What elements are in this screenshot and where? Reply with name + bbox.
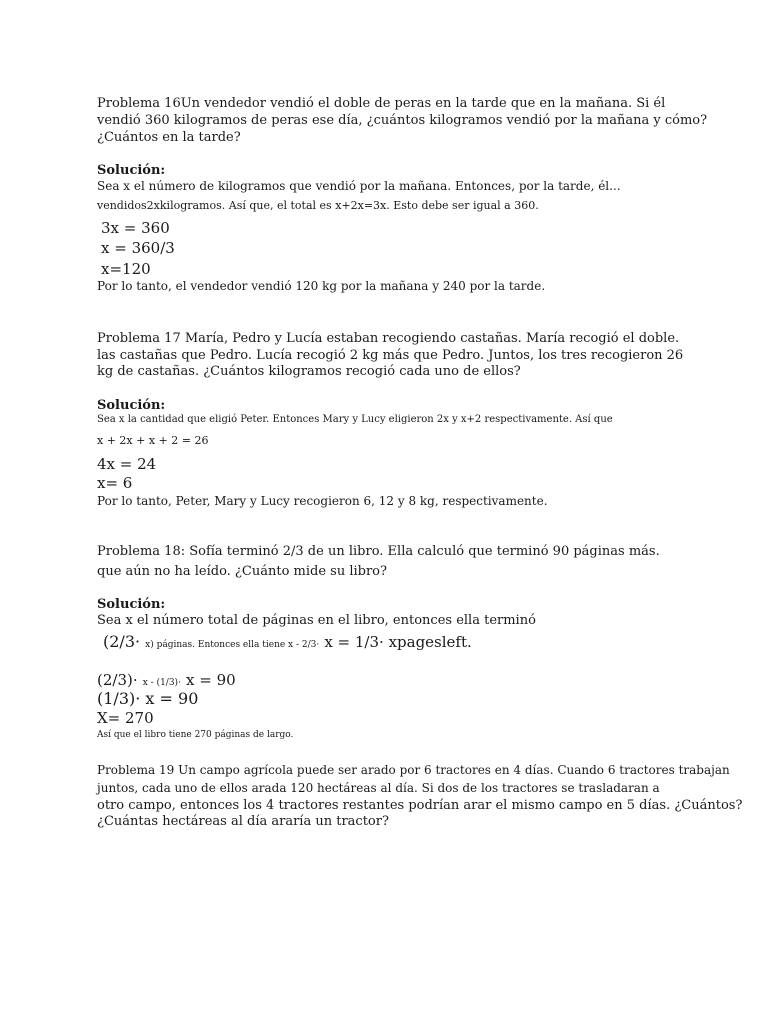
eq2-part-b: x - (1/3)· [142,678,181,688]
problem-17-equation-2: x= 6 [97,474,133,492]
problem-18-solution-line-1: Sea x el número total de páginas en el libro, entonces ella terminó [97,613,536,628]
problem-17-line-2: las castañas que Pedro. Lucía recogió 2 kg más que Pedro. Juntos, los tres recogieron 26 [97,348,684,363]
problem-18-equation-4: X= 270 [97,709,154,727]
problem-18-line-2: que aún no ha leído. ¿Cuánto mide su libro? [97,564,387,579]
problem-18-equation-1 [103,634,472,650]
problem-18-equation-3: (1/3)· x = 90 [97,689,199,708]
problem-16-line-2: vendió 360 kilogramos de peras ese día, ¿cuántos kilogramos vendió por la mañana y cómo? [97,113,708,128]
problem-18-equation-2 [97,672,236,688]
problem-16-line-1: Problema 16Un vendedor vendió el doble de peras en la tarde que en la mañana. Si él [97,96,666,111]
problem-17-equation-1: 4x = 24 [97,455,157,473]
problem-16-equation-2: x = 360/3 [101,239,175,257]
eq1-part-b: x) páginas. Entonces ella tiene x - 2/3· [145,640,320,650]
eq1-part-c: x = 1/3· xpagesleft. [324,633,472,651]
problem-19-line-3: otro campo, entonces los 4 tractores restantes podrían arar el mismo campo en 5 días. ¿Cuántos? [97,798,743,813]
problem-18-conclusion: Así que el libro tiene 270 páginas de largo. [97,730,294,740]
problem-18-line-1: Problema 18: Sofía terminó 2/3 de un libro. Ella calculó que terminó 90 páginas más. [97,544,660,559]
problem-17-equation-0: x + 2x + x + 2 = 26 [97,434,209,447]
problem-16-line-3: ¿Cuántos en la tarde? [97,130,241,145]
problem-17-line-1: Problema 17 María, Pedro y Lucía estaban recogiendo castañas. María recogió el doble. [97,331,680,346]
problem-16-conclusion: Por lo tanto, el vendedor vendió 120 kg por la mañana y 240 por la tarde. [97,279,546,293]
eq2-part-a: (2/3)· [97,671,138,689]
problem-17-conclusion: Por lo tanto, Peter, Mary y Lucy recogieron 6, 12 y 8 kg, respectivamente. [97,494,548,508]
problem-16-solution-heading: Solución: [97,163,166,178]
problem-19-line-4: ¿Cuántas hectáreas al día araría un tractor? [97,814,389,829]
problem-18-solution-heading: Solución: [97,597,166,612]
eq1-part-a: (2/3· [103,632,141,651]
problem-16-equation-1: 3x = 360 [101,219,170,237]
problem-19-line-1: Problema 19 Un campo agrícola puede ser arado por 6 tractores en 4 días. Cuando 6 tractores trabajan [97,763,730,777]
problem-19-line-2: juntos, cada uno de ellos arada 120 hectáreas al día. Si dos de los tractores se trasladaran a [97,781,660,795]
problem-17-solution-line-1: Sea x la cantidad que eligió Peter. Entonces Mary y Lucy eligieron 2x y x+2 respectivamente. Así que [97,414,613,425]
problem-16-solution-line-2: vendidos2xkilogramos. Así que, el total es x+2x=3x. Esto debe ser igual a 360. [97,199,539,212]
problem-16-solution-line-1: Sea x el número de kilogramos que vendió por la mañana. Entonces, por la tarde, él... [97,179,621,193]
problem-16-equation-3: x=120 [101,260,151,278]
eq2-part-c: x = 90 [186,671,236,689]
problem-17-solution-heading: Solución: [97,398,166,413]
problem-17-line-3: kg de castañas. ¿Cuántos kilogramos recogió cada uno de ellos? [97,364,521,379]
